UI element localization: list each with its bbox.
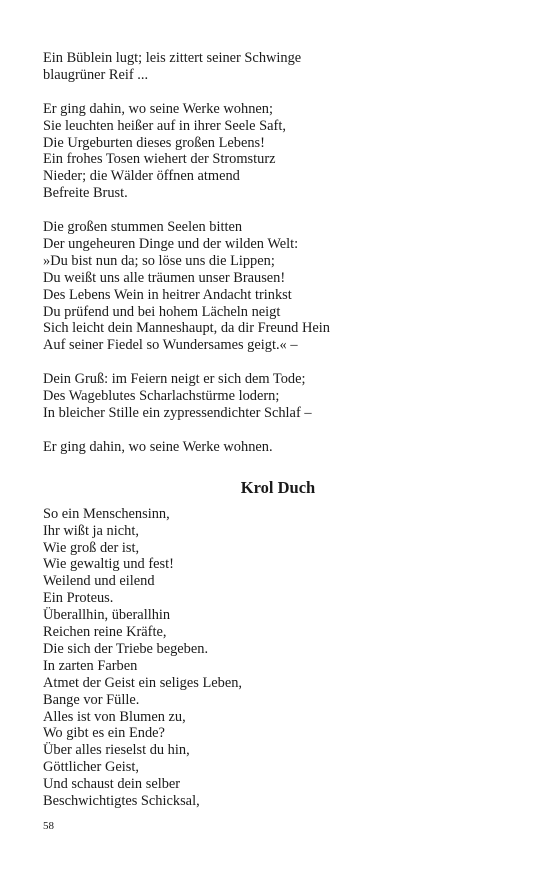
verse-line: Beschwichtigtes Schicksal, [43,793,200,810]
verse-line: Wo gibt es ein Ende? [43,725,165,742]
verse-line: So ein Menschensinn, [43,505,170,522]
verse-line: Göttlicher Geist, [43,759,139,776]
poem-krol-duch [43,506,513,810]
verse-line: Weilend und eilend [43,573,155,590]
verse-line: Wie groß der ist, [43,539,140,556]
stanza [43,101,513,202]
verse-line: In zarten Farben [43,657,138,674]
verse-line: Dein Gruß: im Feiern neigt er sich dem Tode; [43,371,306,388]
verse-line: Er ging dahin, wo seine Werke wohnen; [43,100,273,117]
verse-line: Er ging dahin, wo seine Werke wohnen. [43,438,273,455]
verse-line: Reichen reine Kräfte, [43,624,167,641]
verse-line: Überallhin, überallhin [43,607,171,624]
verse-line: Bange vor Fülle. [43,691,140,708]
verse-line: Sich leicht dein Manneshaupt, da dir Freund Hein [43,320,330,337]
verse-line: Nieder; die Wälder öffnen atmend [43,168,240,185]
verse-line: Über alles rieselst du hin, [43,742,190,759]
verse-line: »Du bist nun da; so löse uns die Lippen; [43,252,275,269]
page-body [43,50,513,810]
page-number: 58 [43,820,54,832]
poem-title: Krol Duch [240,477,316,497]
verse-line: Du weißt uns alle träumen unser Brausen! [43,269,286,286]
stanza [43,371,513,422]
verse-line: Ein frohes Tosen wiehert der Stromsturz [43,151,276,168]
verse-line: Der ungeheuren Dinge und der wilden Welt: [43,235,299,252]
verse-line: Des Lebens Wein in heitrer Andacht trinkst [43,286,292,303]
verse-line: Wie gewaltig und fest! [43,556,174,573]
stanza [43,439,513,456]
verse-line: blaugrüner Reif ... [43,66,149,83]
verse-line: In bleicher Stille ein zypressendichter Schlaf – [43,404,312,421]
verse-line: Des Wageblutes Scharlachstürme lodern; [43,388,280,405]
verse-line: Die großen stummen Seelen bitten [43,219,243,236]
verse-line: Sie leuchten heißer auf in ihrer Seele Saft, [43,117,286,134]
verse-line: Ein Proteus. [43,590,114,607]
verse-line: Befreite Brust. [43,185,128,202]
verse-line: Ihr wißt ja nicht, [43,522,139,539]
verse-line: Und schaust dein selber [43,776,181,793]
verse-line: Die Urgeburten dieses großen Lebens! [43,134,265,151]
verse-line: Ein Büblein lugt; leis zittert seiner Schwinge [43,50,302,66]
verse-line: Die sich der Triebe begeben. [43,640,209,657]
verse-line: Alles ist von Blumen zu, [43,708,186,725]
verse-line: Atmet der Geist ein seliges Leben, [43,674,243,691]
stanza [43,219,513,354]
verse-line: Auf seiner Fiedel so Wundersames geigt.« – [43,337,298,354]
stanza [43,50,513,84]
verse-line: Du prüfend und bei hohem Lächeln neigt [43,303,281,320]
poem-continuation [43,50,513,456]
